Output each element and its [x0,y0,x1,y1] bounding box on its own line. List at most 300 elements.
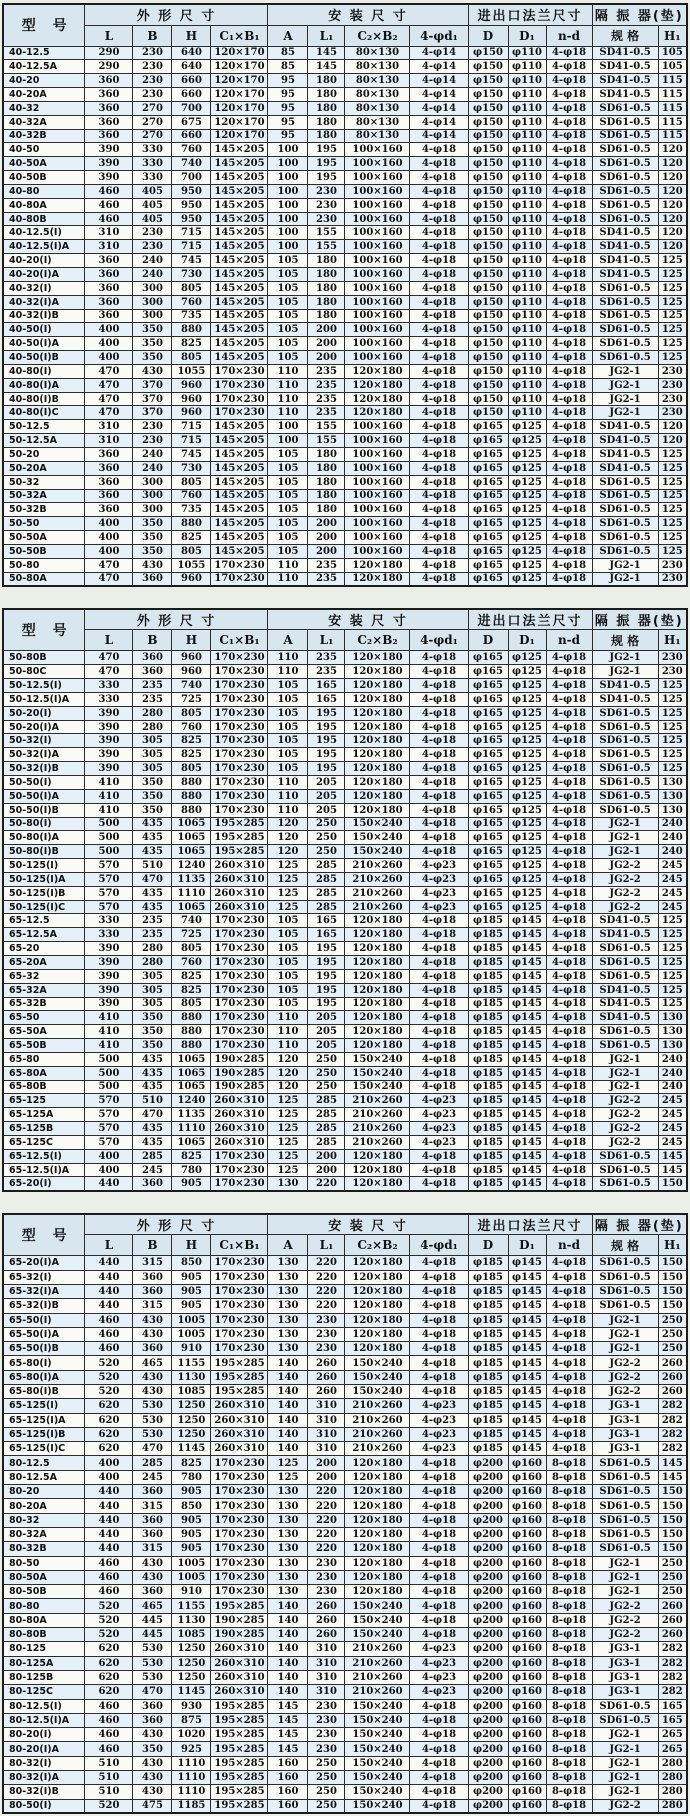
value-cell: 4-φ18 [546,74,592,88]
value-cell: 130 [268,1327,308,1341]
value-cell: 4-φ18 [546,734,592,748]
value-cell: 165 [658,1699,687,1713]
value-cell: 805 [172,351,211,365]
value-cell: 360 [85,295,133,309]
value-cell: 170×230 [211,983,268,997]
value-cell: φ150 [468,101,508,115]
table-row [3,212,687,226]
value-cell: φ165 [468,762,508,776]
value-cell: φ125 [508,734,546,748]
value-cell: 235 [308,406,345,420]
value-cell: 205 [308,789,345,803]
value-cell: 390 [85,143,133,157]
value-cell: φ165 [468,748,508,762]
value-cell: φ165 [468,845,508,859]
model-cell: 50-125(I)A [3,872,85,886]
value-cell: 105 [268,475,308,489]
value-cell: 282 [658,1413,687,1427]
value-cell: 180 [308,268,345,282]
value-cell: 170×230 [211,406,268,420]
value-cell: 250 [658,1313,687,1327]
value-cell: φ145 [508,1284,546,1298]
model-cell: 40-50B [3,171,85,185]
table-row [3,171,687,185]
value-cell: 170×230 [211,1585,268,1599]
value-cell: 180 [308,461,345,475]
value-cell: 4-φ18 [546,268,592,282]
value-cell: 145×205 [211,503,268,517]
value-cell: 195×285 [211,831,268,845]
value-cell: φ160 [508,1499,546,1513]
table-row [3,1499,687,1513]
model-cell: 50-32(I)A [3,748,85,762]
value-cell: φ150 [468,60,508,74]
value-cell: 170×230 [211,1513,268,1527]
value-cell: JG2-1 [592,1756,658,1770]
value-cell: 360 [85,88,133,102]
value-cell: 330 [85,928,133,942]
value-cell: 960 [172,378,211,392]
value-cell: 440 [85,1256,133,1270]
value-cell: 200 [308,1456,345,1470]
value-cell: JG3-1 [592,1642,658,1656]
value-cell: 530 [133,1427,172,1441]
value-cell: 260 [308,1356,345,1370]
value-cell: 170×230 [211,1527,268,1541]
value-cell: 265 [658,1742,687,1756]
value-cell: φ200 [468,1513,508,1527]
value-cell: φ150 [468,171,508,185]
value-cell: 125 [658,309,687,323]
value-cell: 620 [85,1670,133,1684]
value-cell: 120 [658,226,687,240]
value-cell: 145×205 [211,544,268,558]
value-cell: SD61-0.5 [592,1270,658,1284]
value-cell: φ150 [468,323,508,337]
value-cell: 230 [308,1313,345,1327]
model-cell: 40-12.5(I)A [3,240,85,254]
value-cell: φ145 [508,1135,546,1149]
value-cell: 120 [268,1052,308,1066]
value-cell: 360 [85,101,133,115]
value-cell: φ185 [468,1370,508,1384]
model-cell: 80-20 [3,1485,85,1499]
value-cell: 260×310 [211,872,268,886]
value-cell: 235 [308,651,345,665]
value-cell: φ185 [468,1122,508,1136]
value-cell: φ160 [508,1628,546,1642]
model-cell: 65-20A [3,955,85,969]
value-cell: φ125 [508,845,546,859]
value-cell: SD41-0.5 [592,1011,658,1025]
value-cell: φ165 [468,503,508,517]
value-cell: 105 [268,295,308,309]
column-group-header: 外 形 尺 寸 [85,4,268,25]
value-cell: 470 [85,665,133,679]
value-cell: 300 [133,489,172,503]
value-cell: 4-φ18 [546,1427,592,1441]
value-cell: 805 [172,942,211,956]
value-cell: JG2-1 [592,1313,658,1327]
value-cell: 300 [133,309,172,323]
value-cell: SD61-0.5 [592,776,658,790]
column-subheader: 4-φd₁ [410,1235,468,1256]
value-cell: φ165 [468,789,508,803]
value-cell: φ200 [468,1556,508,1570]
value-cell: 260×310 [211,1442,268,1456]
value-cell: 4-φ18 [546,776,592,790]
model-cell: 40-20(I)A [3,268,85,282]
value-cell: 110 [268,558,308,572]
value-cell: 100×160 [345,503,410,517]
value-cell: 4-φ18 [546,1080,592,1094]
value-cell: JG2-2 [592,1384,658,1398]
value-cell: 125 [658,254,687,268]
value-cell: 435 [133,817,172,831]
value-cell: 4-φ18 [410,817,468,831]
value-cell: 170×230 [211,955,268,969]
table-row [3,1327,687,1341]
value-cell: 4-φ18 [546,254,592,268]
value-cell: 120×170 [211,129,268,143]
value-cell: 4-φ18 [546,831,592,845]
value-cell: 245 [658,1108,687,1122]
value-cell: 400 [85,351,133,365]
value-cell: 4-φ18 [410,1025,468,1039]
table-row [3,517,687,531]
value-cell: 260×310 [211,886,268,900]
table-row [3,1427,687,1441]
value-cell: 880 [172,789,211,803]
model-cell: 65-32(I) [3,1270,85,1284]
value-cell: 4-φ14 [410,88,468,102]
value-cell: φ185 [468,1052,508,1066]
value-cell: 470 [133,1442,172,1456]
value-cell: 270 [133,101,172,115]
value-cell: 780 [172,1470,211,1484]
value-cell: φ145 [508,1327,546,1341]
value-cell: 245 [658,859,687,873]
value-cell: φ160 [508,1556,546,1570]
value-cell: 390 [85,762,133,776]
value-cell: 4-φ18 [546,184,592,198]
value-cell: 4-φ18 [410,461,468,475]
value-cell: 4-φ18 [410,1613,468,1627]
value-cell: φ185 [468,955,508,969]
value-cell: 125 [658,748,687,762]
value-cell: 220 [308,1499,345,1513]
model-cell: 50-12.5(I)A [3,692,85,706]
value-cell: JG2-1 [592,1728,658,1742]
value-cell: 105 [268,679,308,693]
value-cell: 4-φ18 [546,1413,592,1427]
value-cell: 440 [85,1177,133,1191]
value-cell: 195 [308,969,345,983]
value-cell: 240 [133,268,172,282]
value-cell: φ145 [508,1356,546,1370]
value-cell: 250 [658,1342,687,1356]
value-cell: 120×180 [345,914,410,928]
value-cell: 4-φ18 [546,679,592,693]
value-cell: φ200 [468,1756,508,1770]
value-cell: φ200 [468,1771,508,1785]
value-cell: 4-φ18 [410,184,468,198]
value-cell: 120×180 [345,720,410,734]
value-cell: 130 [268,1313,308,1327]
value-cell: 4-φ18 [546,281,592,295]
value-cell: 120×180 [345,679,410,693]
value-cell: 250 [308,831,345,845]
table-row [3,1384,687,1398]
value-cell: 390 [85,942,133,956]
model-cell: 50-12.5 [3,420,85,434]
column-subheader: C₁×B₁ [211,1235,268,1256]
value-cell: 725 [172,692,211,706]
value-cell: φ160 [508,1456,546,1470]
table-row [3,1052,687,1066]
value-cell: φ185 [468,1327,508,1341]
value-cell: 100 [268,240,308,254]
column-subheader: C₂×B₂ [345,25,410,46]
value-cell: 725 [172,928,211,942]
table-row [3,942,687,956]
value-cell: 245 [658,1094,687,1108]
table-row [3,720,687,734]
value-cell: 4-φ18 [410,1163,468,1177]
value-cell: 230 [308,184,345,198]
value-cell: 150×240 [345,1052,410,1066]
value-cell: 660 [172,74,211,88]
model-cell: 50-80(I) [3,817,85,831]
value-cell: 4-φ18 [546,60,592,74]
table-row [3,1413,687,1427]
value-cell: 1005 [172,1556,211,1570]
value-cell: 130 [268,1485,308,1499]
value-cell: φ145 [508,983,546,997]
value-cell: 880 [172,1039,211,1053]
value-cell: 4-φ18 [410,1599,468,1613]
value-cell: 120×180 [345,706,410,720]
value-cell: 905 [172,1270,211,1284]
table-row [3,1163,687,1177]
value-cell: 4-φ18 [410,323,468,337]
column-header-model: 型 号 [3,1214,85,1256]
table-row [3,1177,687,1191]
value-cell: 570 [85,886,133,900]
value-cell: 4-φ23 [410,1670,468,1684]
value-cell: 440 [85,1485,133,1499]
value-cell: 410 [85,776,133,790]
value-cell: 240 [658,1052,687,1066]
value-cell: 195 [308,706,345,720]
value-cell: 120×180 [345,1556,410,1570]
value-cell: 825 [172,748,211,762]
value-cell: 145×205 [211,517,268,531]
value-cell: 350 [133,1039,172,1053]
value-cell: 282 [658,1399,687,1413]
value-cell: 155 [308,226,345,240]
column-subheader: H [172,630,211,651]
value-cell: 210×260 [345,1413,410,1427]
model-cell: 50-80C [3,665,85,679]
value-cell: 120×180 [345,1342,410,1356]
column-group-header: 隔 振 器(垫) [592,4,687,25]
value-cell: 350 [133,337,172,351]
column-group-header: 隔 振 器(垫) [592,609,687,630]
value-cell: 8-φ18 [546,1456,592,1470]
value-cell: SD61-0.5 [592,1256,658,1270]
value-cell: φ150 [468,240,508,254]
value-cell: 305 [133,997,172,1011]
value-cell: φ110 [508,378,546,392]
value-cell: 195 [308,143,345,157]
value-cell: 130 [268,1177,308,1191]
value-cell: 160 [268,1771,308,1785]
value-cell: 4-φ14 [410,74,468,88]
value-cell: 310 [308,1642,345,1656]
model-cell: 50-50 [3,517,85,531]
value-cell: 150 [658,1542,687,1556]
table-row [3,503,687,517]
value-cell: 145 [658,1149,687,1163]
table-row [3,1094,687,1108]
value-cell: 880 [172,776,211,790]
value-cell: 500 [85,845,133,859]
value-cell: 145 [268,1699,308,1713]
value-cell: φ125 [508,803,546,817]
value-cell: 4-φ18 [546,1039,592,1053]
value-cell: 1155 [172,1356,211,1370]
value-cell: SD61-0.5 [592,734,658,748]
value-cell: φ160 [508,1656,546,1670]
value-cell: 4-φ18 [410,1742,468,1756]
value-cell: 435 [133,886,172,900]
table-row [3,900,687,914]
value-cell: 180 [308,101,345,115]
value-cell: 195 [308,748,345,762]
value-cell: 260×310 [211,1135,268,1149]
value-cell: JG2-2 [592,872,658,886]
value-cell: 460 [85,198,133,212]
value-cell: φ185 [468,1284,508,1298]
model-cell: 65-32(I)B [3,1299,85,1313]
value-cell: 105 [268,983,308,997]
value-cell: 4-φ18 [410,254,468,268]
value-cell: φ160 [508,1613,546,1627]
value-cell: 120×180 [345,1470,410,1484]
value-cell: SD61-0.5 [592,281,658,295]
value-cell: 100×160 [345,544,410,558]
value-cell: 4-φ18 [410,1499,468,1513]
value-cell: 260×310 [211,1642,268,1656]
value-cell: 145×205 [211,268,268,282]
table-row [3,928,687,942]
value-cell: 170×230 [211,942,268,956]
value-cell: 4-φ18 [410,997,468,1011]
value-cell: 4-φ18 [410,1799,468,1813]
value-cell: 105 [268,928,308,942]
value-cell: 435 [133,1052,172,1066]
value-cell: 120×180 [345,928,410,942]
value-cell: φ145 [508,969,546,983]
value-cell: 360 [133,1585,172,1599]
value-cell: φ185 [468,1356,508,1370]
value-cell: 165 [658,1713,687,1727]
value-cell: 110 [268,1025,308,1039]
value-cell: 240 [133,447,172,461]
value-cell: 350 [133,323,172,337]
value-cell: JG2-1 [592,1052,658,1066]
model-cell: 80-12.5(I) [3,1699,85,1713]
value-cell: 145 [308,46,345,60]
value-cell: 310 [308,1442,345,1456]
value-cell: 100×160 [345,171,410,185]
value-cell: φ110 [508,337,546,351]
value-cell: 315 [133,1542,172,1556]
value-cell: 220 [308,1299,345,1313]
value-cell: 120×180 [345,1177,410,1191]
table-row [3,845,687,859]
value-cell: φ150 [468,198,508,212]
value-cell: 360 [133,572,172,586]
column-subheader: 规 格 [592,1235,658,1256]
value-cell: φ145 [508,914,546,928]
value-cell: 8-φ18 [546,1527,592,1541]
value-cell: 120 [658,420,687,434]
value-cell: φ185 [468,1384,508,1398]
value-cell: φ145 [508,1094,546,1108]
value-cell: 500 [85,1080,133,1094]
model-cell: 65-50(I)A [3,1327,85,1341]
value-cell: 105 [268,281,308,295]
value-cell: φ165 [468,817,508,831]
value-cell: 120×180 [345,1542,410,1556]
value-cell: 245 [658,1122,687,1136]
value-cell: 150×240 [345,1785,410,1799]
value-cell: 430 [133,1556,172,1570]
value-cell: 170×230 [211,364,268,378]
value-cell: 470 [133,1685,172,1699]
model-cell: 40-32 [3,101,85,115]
value-cell: 1250 [172,1670,211,1684]
value-cell: φ125 [508,762,546,776]
value-cell: 170×230 [211,692,268,706]
model-cell: 65-80(I)A [3,1370,85,1384]
value-cell: 195 [308,762,345,776]
value-cell: 110 [268,803,308,817]
value-cell: 4-φ18 [410,1066,468,1080]
value-cell: 1055 [172,364,211,378]
model-cell: 40-20A [3,88,85,102]
value-cell: 110 [268,789,308,803]
value-cell: SD41-0.5 [592,692,658,706]
value-cell: SD61-0.5 [592,1470,658,1484]
value-cell: 400 [85,337,133,351]
value-cell: φ145 [508,1011,546,1025]
column-subheader: B [133,1235,172,1256]
value-cell: 130 [268,1256,308,1270]
value-cell: 4-φ18 [410,212,468,226]
value-cell: 530 [133,1670,172,1684]
model-cell: 80-32 [3,1513,85,1527]
value-cell: φ125 [508,475,546,489]
value-cell: 110 [268,572,308,586]
value-cell: 160 [268,1785,308,1799]
value-cell: φ200 [468,1628,508,1642]
value-cell: 150×240 [345,1628,410,1642]
value-cell: 360 [85,447,133,461]
value-cell: 510 [133,1094,172,1108]
